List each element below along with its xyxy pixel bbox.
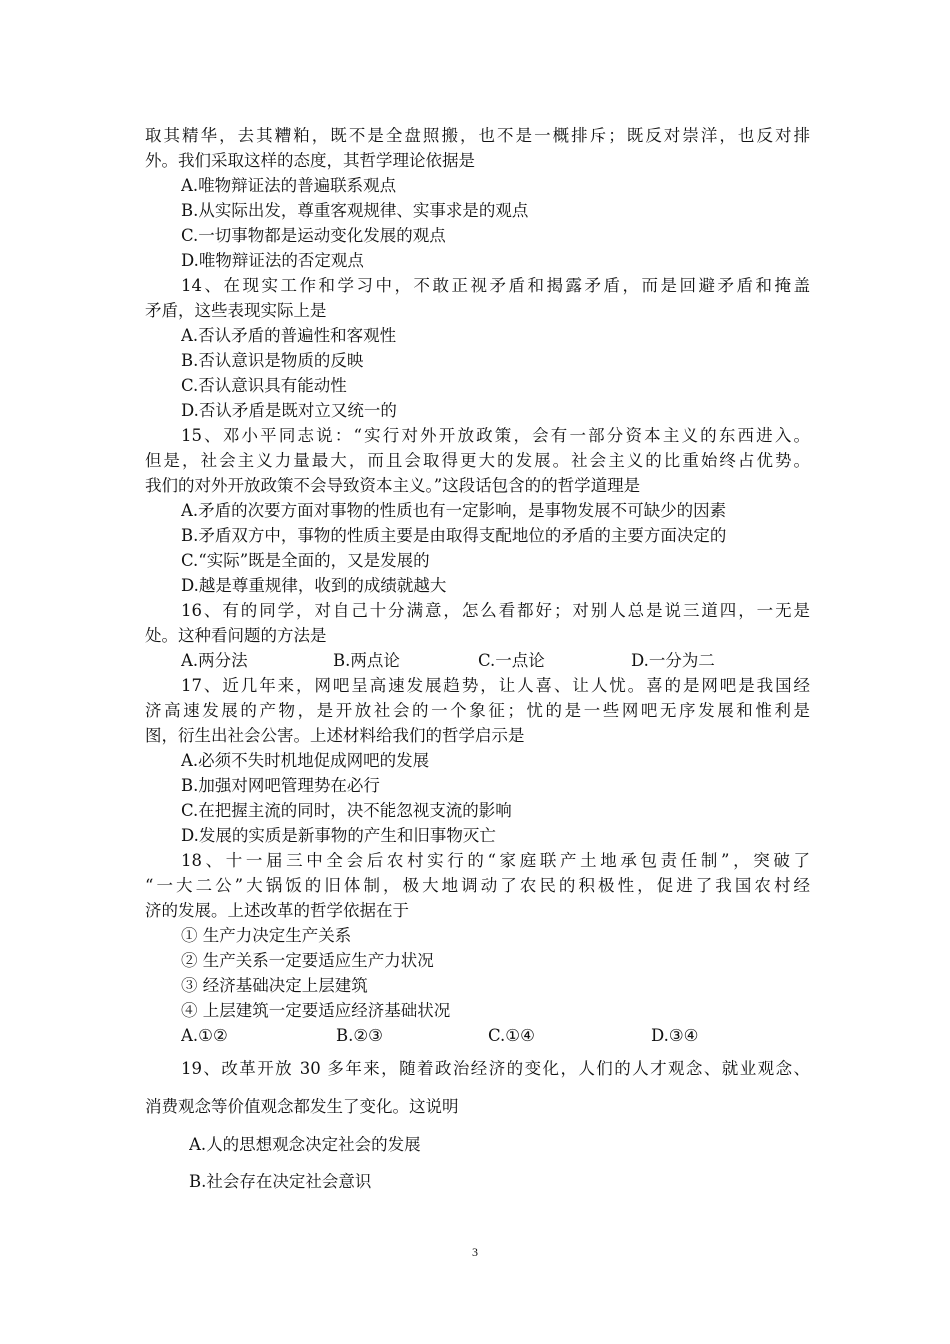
text-line: “一大二公”大锅饭的旧体制，极大地调动了农民的积极性，促进了我国农村经 (145, 876, 810, 895)
option-d: D.③④ (651, 1026, 699, 1045)
option-line: A.必须不失时机地促成网吧的发展 (181, 751, 430, 770)
statement-line: ① 生产力决定生产关系 (181, 926, 352, 945)
question-19: 19、改革开放 30 多年来，随着政治经济的变化，人们的人才观念、就业观念、 (181, 1059, 810, 1078)
statement-line: ③ 经济基础决定上层建筑 (181, 976, 368, 995)
option-b: B.两点论 (333, 651, 400, 670)
option-line: B.矛盾双方中，事物的性质主要是由取得支配地位的矛盾的主要方面决定的 (181, 526, 727, 545)
text-line: 济高速发展的产物，是开放社会的一个象征；忧的是一些网吧无序发展和惟利是 (145, 701, 810, 720)
option-line: A.唯物辩证法的普遍联系观点 (181, 176, 397, 195)
text-line: 但是，社会主义力量最大，而且会取得更大的发展。社会主义的比重始终占优势。 (145, 451, 810, 470)
option-line: B.否认意识是物质的反映 (181, 351, 364, 370)
question-17: 17、近几年来，网吧呈高速发展趋势，让人喜、让人忧。喜的是网吧是我国经 (181, 676, 810, 695)
text-line: 外。我们采取这样的态度，其哲学理论依据是 (145, 151, 475, 170)
option-line: C.“实际”既是全面的，又是发展的 (181, 551, 430, 570)
text-line: 矛盾，这些表现实际上是 (145, 301, 327, 320)
option-line: C.一切事物都是运动变化发展的观点 (181, 226, 446, 245)
option-line: B.加强对网吧管理势在必行 (181, 776, 380, 795)
q16-options (181, 649, 810, 673)
text-line: 济的发展。上述改革的哲学依据在于 (145, 901, 409, 920)
question-16: 16、有的同学，对自己十分满意，怎么看都好；对别人总是说三道四，一无是 (181, 601, 810, 620)
option-line: D.越是尊重规律，收到的成绩就越大 (181, 576, 447, 595)
text-line: 取其精华，去其糟粕，既不是全盘照搬，也不是一概排斥；既反对崇洋，也反对排 (145, 126, 810, 145)
option-c: C.一点论 (478, 651, 545, 670)
statement-line: ② 生产关系一定要适应生产力状况 (181, 951, 434, 970)
option-line: A.矛盾的次要方面对事物的性质也有一定影响，是事物发展不可缺少的因素 (181, 501, 727, 520)
q18-options (181, 1024, 810, 1048)
option-c: C.①④ (488, 1026, 535, 1045)
option-line: A.否认矛盾的普遍性和客观性 (181, 326, 397, 345)
option-a: A.两分法 (181, 651, 248, 670)
option-line: C.在把握主流的同时，决不能忽视支流的影响 (181, 801, 512, 820)
statement-line: ④ 上层建筑一定要适应经济基础状况 (181, 1001, 451, 1020)
option-a: A.①② (181, 1026, 228, 1045)
option-b: B.②③ (336, 1026, 383, 1045)
option-line: D.发展的实质是新事物的产生和旧事物灭亡 (181, 826, 496, 845)
question-15: 15、邓小平同志说：“实行对外开放政策，会有一部分资本主义的东西进入。 (181, 426, 810, 445)
question-14: 14、在现实工作和学习中，不敢正视矛盾和揭露矛盾，而是回避矛盾和掩盖 (181, 276, 810, 295)
page-number: 3 (472, 1245, 478, 1259)
option-d: D.一分为二 (631, 651, 715, 670)
question-18: 18、十一届三中全会后农村实行的“家庭联产土地承包责任制”，突破了 (181, 851, 810, 870)
option-line: A.人的思想观念决定社会的发展 (189, 1135, 421, 1154)
option-line: B.社会存在决定社会意识 (189, 1172, 372, 1191)
text-line: 消费观念等价值观念都发生了变化。这说明 (145, 1097, 459, 1116)
text-line: 处。这种看问题的方法是 (145, 626, 327, 645)
option-line: B.从实际出发，尊重客观规律、实事求是的观点 (181, 201, 529, 220)
option-line: C.否认意识具有能动性 (181, 376, 347, 395)
text-line: 图，衍生出社会公害。上述材料给我们的哲学启示是 (145, 726, 525, 745)
text-line: 我们的对外开放政策不会导致资本主义。”这段话包含的的哲学道理是 (145, 476, 641, 495)
option-line: D.否认矛盾是既对立又统一的 (181, 401, 397, 420)
option-line: D.唯物辩证法的否定观点 (181, 251, 364, 270)
